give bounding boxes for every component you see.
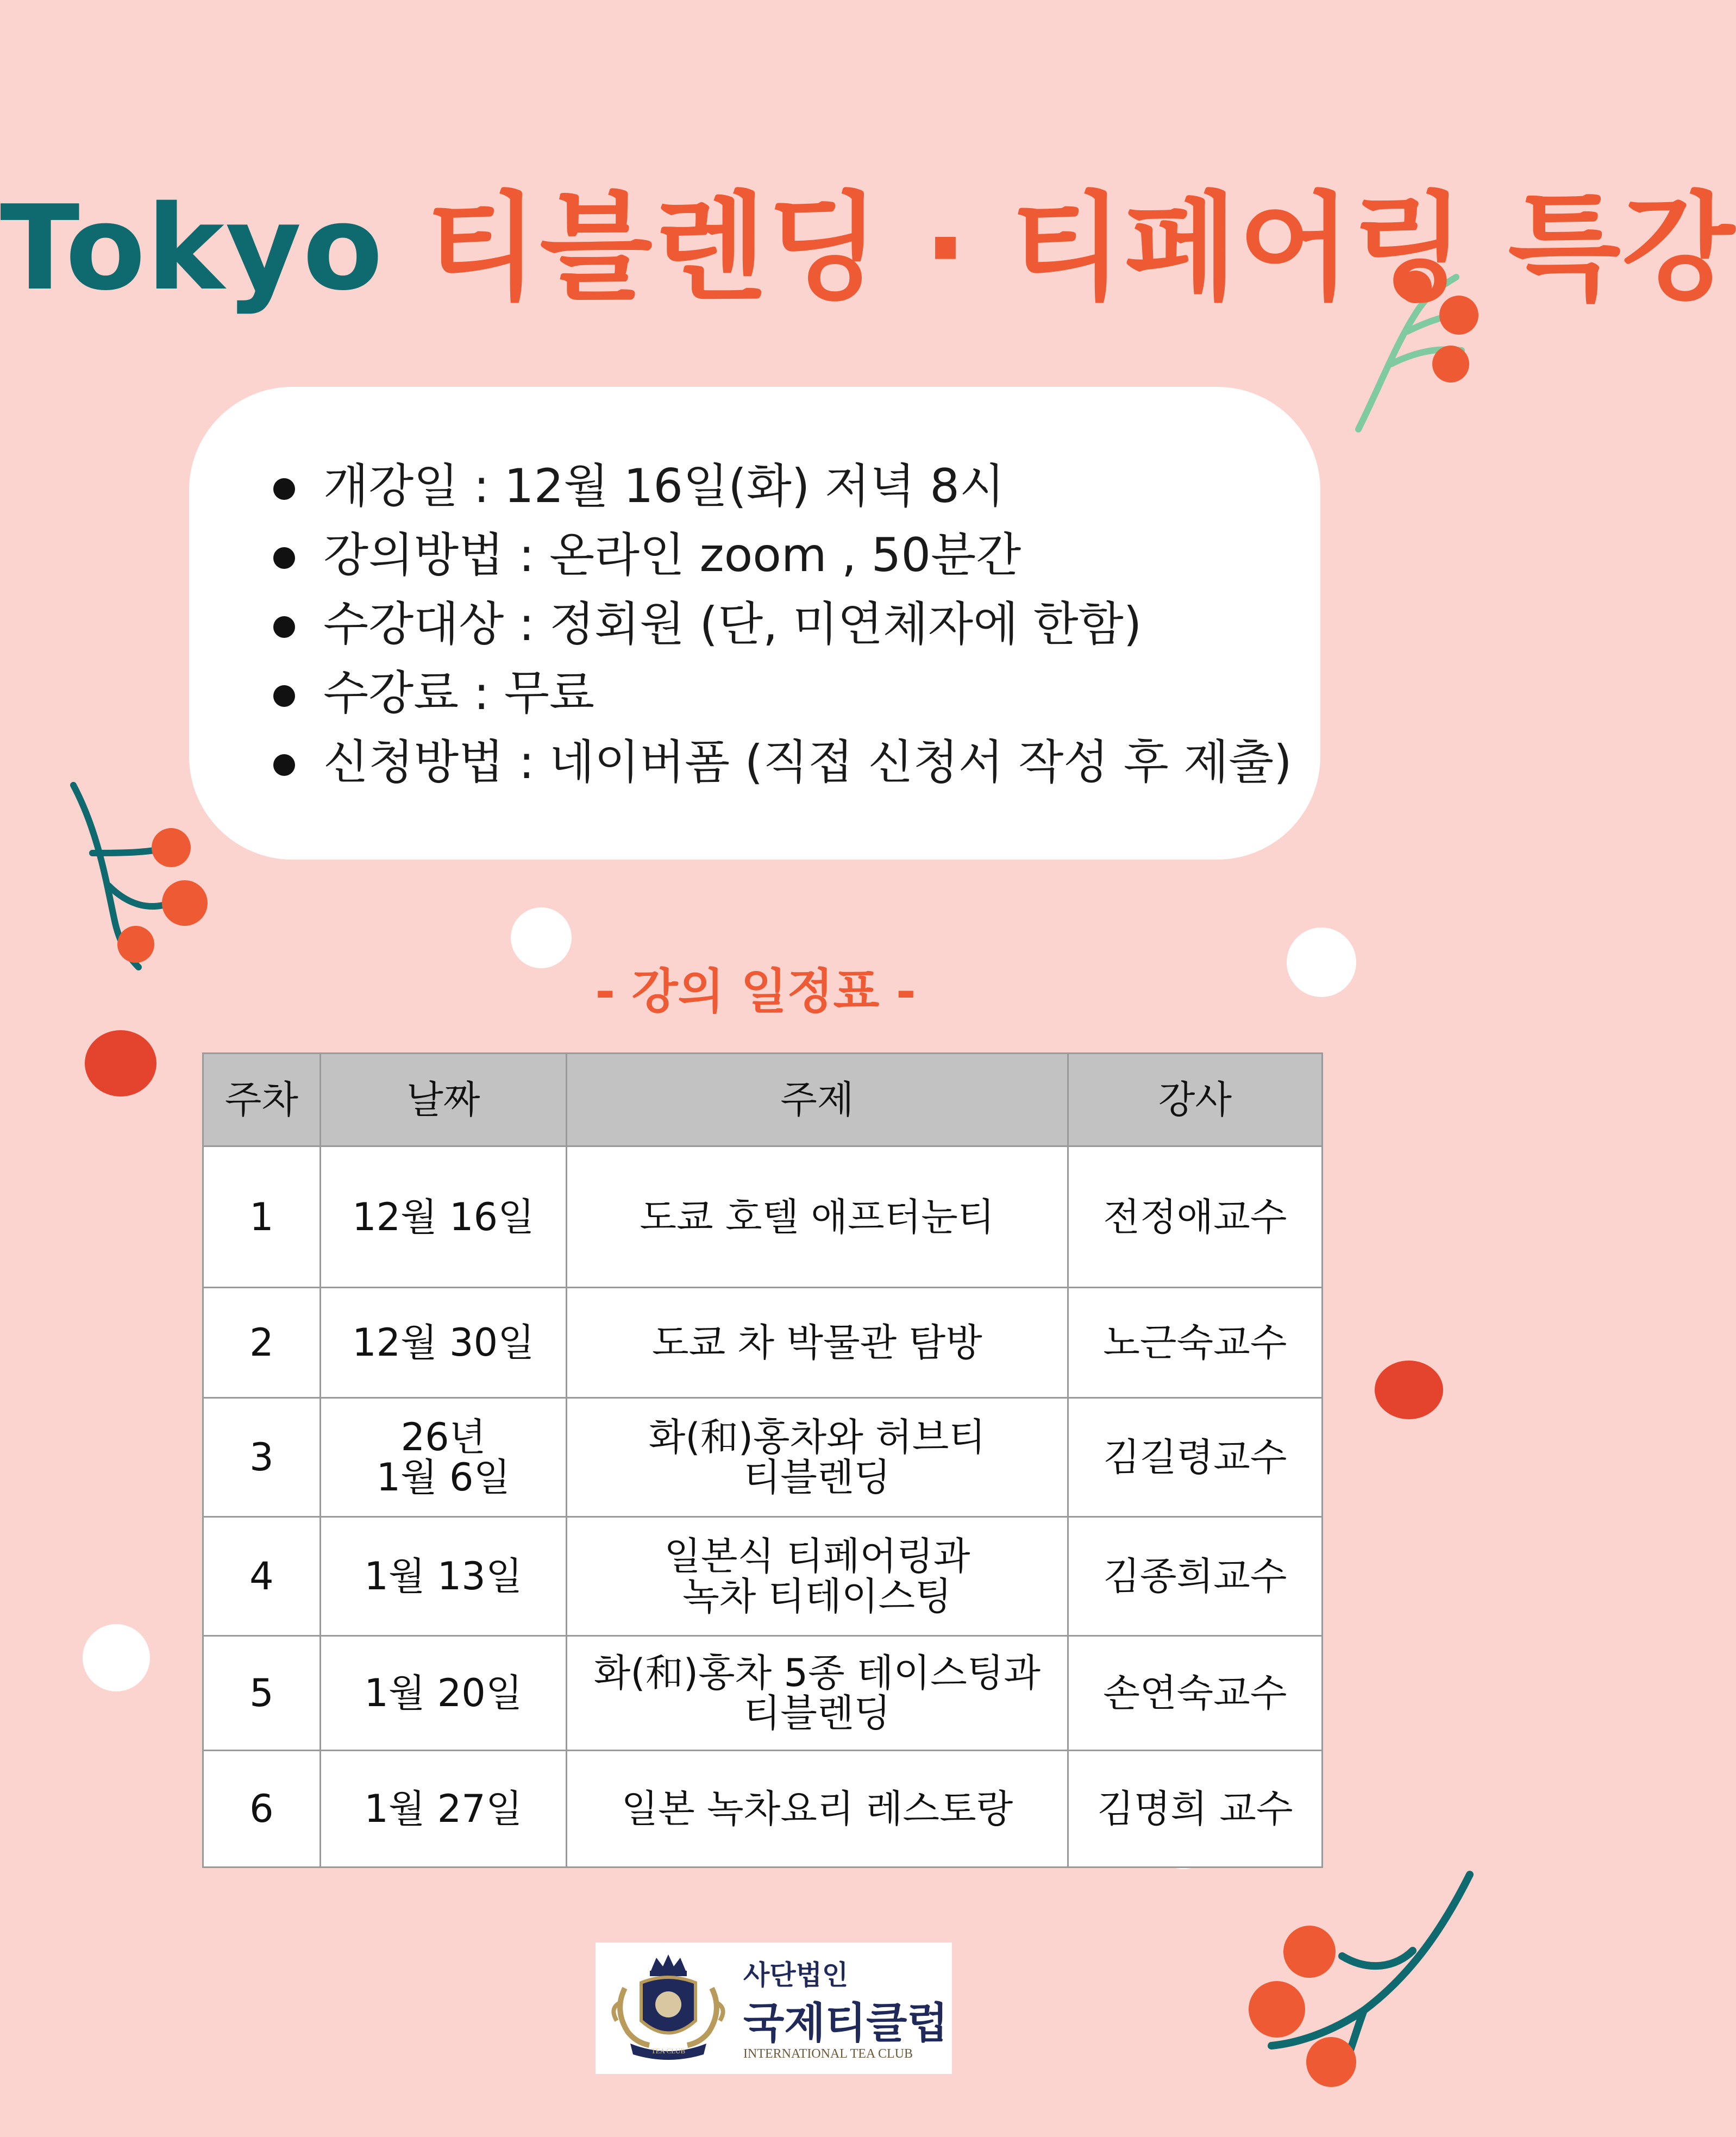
week-cell: 3 — [203, 1398, 321, 1517]
topic-line: 도쿄 호텔 애프터눈티 — [640, 1194, 995, 1239]
white-dot-decoration — [82, 1623, 151, 1693]
date-cell — [320, 1288, 566, 1398]
topic-cell — [567, 1636, 1068, 1751]
page-title — [0, 155, 1736, 322]
berry-branch-bottom-right-decoration — [1233, 1858, 1489, 2092]
week-cell: 6 — [203, 1751, 321, 1867]
instructor-cell: 김길령교수 — [1068, 1398, 1322, 1517]
topic-line: 일본식 티페어링과 — [664, 1534, 970, 1578]
topic-cell — [567, 1398, 1068, 1517]
date-line: 1월 27일 — [364, 1787, 523, 1831]
topic-cell — [567, 1751, 1068, 1867]
header-topic: 주제 — [567, 1054, 1068, 1146]
header-date: 날짜 — [320, 1054, 566, 1146]
info-item-target: 수강대상 : 정회원 (단, 미연체자에 한함) — [273, 590, 1292, 659]
topic-line: 티블렌딩 — [743, 1691, 891, 1735]
date-cell — [320, 1398, 566, 1517]
topic-cell — [567, 1288, 1068, 1398]
topic-line: 티블렌딩 — [743, 1455, 891, 1500]
title-english: Tokyo — [0, 180, 384, 316]
tea-club-logo — [596, 1942, 952, 2074]
week-cell: 4 — [203, 1517, 321, 1636]
schedule-table — [202, 1052, 1323, 1868]
instructor-cell: 전정애교수 — [1068, 1146, 1322, 1288]
date-line: 12월 16일 — [352, 1194, 535, 1239]
week-cell: 5 — [203, 1636, 321, 1751]
table-header-row — [203, 1054, 1323, 1146]
topic-line: 일본 녹차요리 레스토랑 — [621, 1787, 1013, 1831]
orange-dot-decoration — [1374, 1359, 1444, 1420]
table-row — [203, 1146, 1323, 1288]
info-item-start-date: 개강일 : 12월 16일(화) 저녁 8시 — [273, 452, 1292, 521]
date-cell — [320, 1146, 566, 1288]
date-line: 1월 20일 — [364, 1671, 523, 1715]
table-row — [203, 1636, 1323, 1751]
date-cell — [320, 1751, 566, 1867]
logo-line-1: 사단법인 — [743, 1959, 849, 1991]
info-box — [189, 387, 1320, 860]
table-row — [203, 1751, 1323, 1867]
table-row — [203, 1398, 1323, 1517]
topic-cell — [567, 1146, 1068, 1288]
info-item-apply: 신청방법 : 네이버폼 (직접 신청서 작성 후 제출) — [273, 728, 1292, 797]
week-cell: 1 — [203, 1146, 321, 1288]
topic-line: 녹차 티테이스팅 — [682, 1574, 952, 1619]
info-item-fee: 수강료 : 무료 — [273, 659, 1292, 728]
emblem-text: TEA CLUB — [651, 2047, 686, 2055]
date-line: 1월 13일 — [364, 1554, 523, 1599]
title-korean: 티블렌딩 · 티페어링 특강 — [384, 180, 1736, 316]
date-line: 12월 30일 — [352, 1320, 535, 1365]
orange-dot-decoration — [84, 1029, 158, 1098]
date-cell — [320, 1636, 566, 1751]
instructor-cell: 손연숙교수 — [1068, 1636, 1322, 1751]
instructor-cell: 김종희교수 — [1068, 1517, 1322, 1636]
week-cell: 2 — [203, 1288, 321, 1398]
logo-line-3: INTERNATIONAL TEA CLUB — [743, 2047, 913, 2061]
berry-branch-left-decoration — [60, 772, 217, 978]
date-cell — [320, 1517, 566, 1636]
date-line: 26년 — [400, 1415, 486, 1459]
date-line: 1월 6일 — [376, 1455, 511, 1500]
logo-line-2: 국제티클럽 — [743, 1999, 948, 2048]
topic-line: 도쿄 차 박물관 탐방 — [652, 1320, 982, 1365]
header-instructor: 강사 — [1068, 1054, 1322, 1146]
info-item-method: 강의방법 : 온라인 zoom , 50분간 — [273, 521, 1292, 590]
topic-cell — [567, 1517, 1068, 1636]
schedule-heading: - 강의 일정표 - — [595, 963, 916, 1019]
instructor-cell: 노근숙교수 — [1068, 1288, 1322, 1398]
instructor-cell: 김명희 교수 — [1068, 1751, 1322, 1867]
table-row — [203, 1517, 1323, 1636]
tea-club-emblem-icon — [603, 1950, 734, 2066]
topic-line: 화(和)홍차 5종 테이스팅과 — [593, 1651, 1041, 1695]
table-row — [203, 1288, 1323, 1398]
info-list — [273, 452, 1292, 797]
topic-line: 화(和)홍차와 허브티 — [648, 1415, 986, 1459]
header-week: 주차 — [203, 1054, 321, 1146]
